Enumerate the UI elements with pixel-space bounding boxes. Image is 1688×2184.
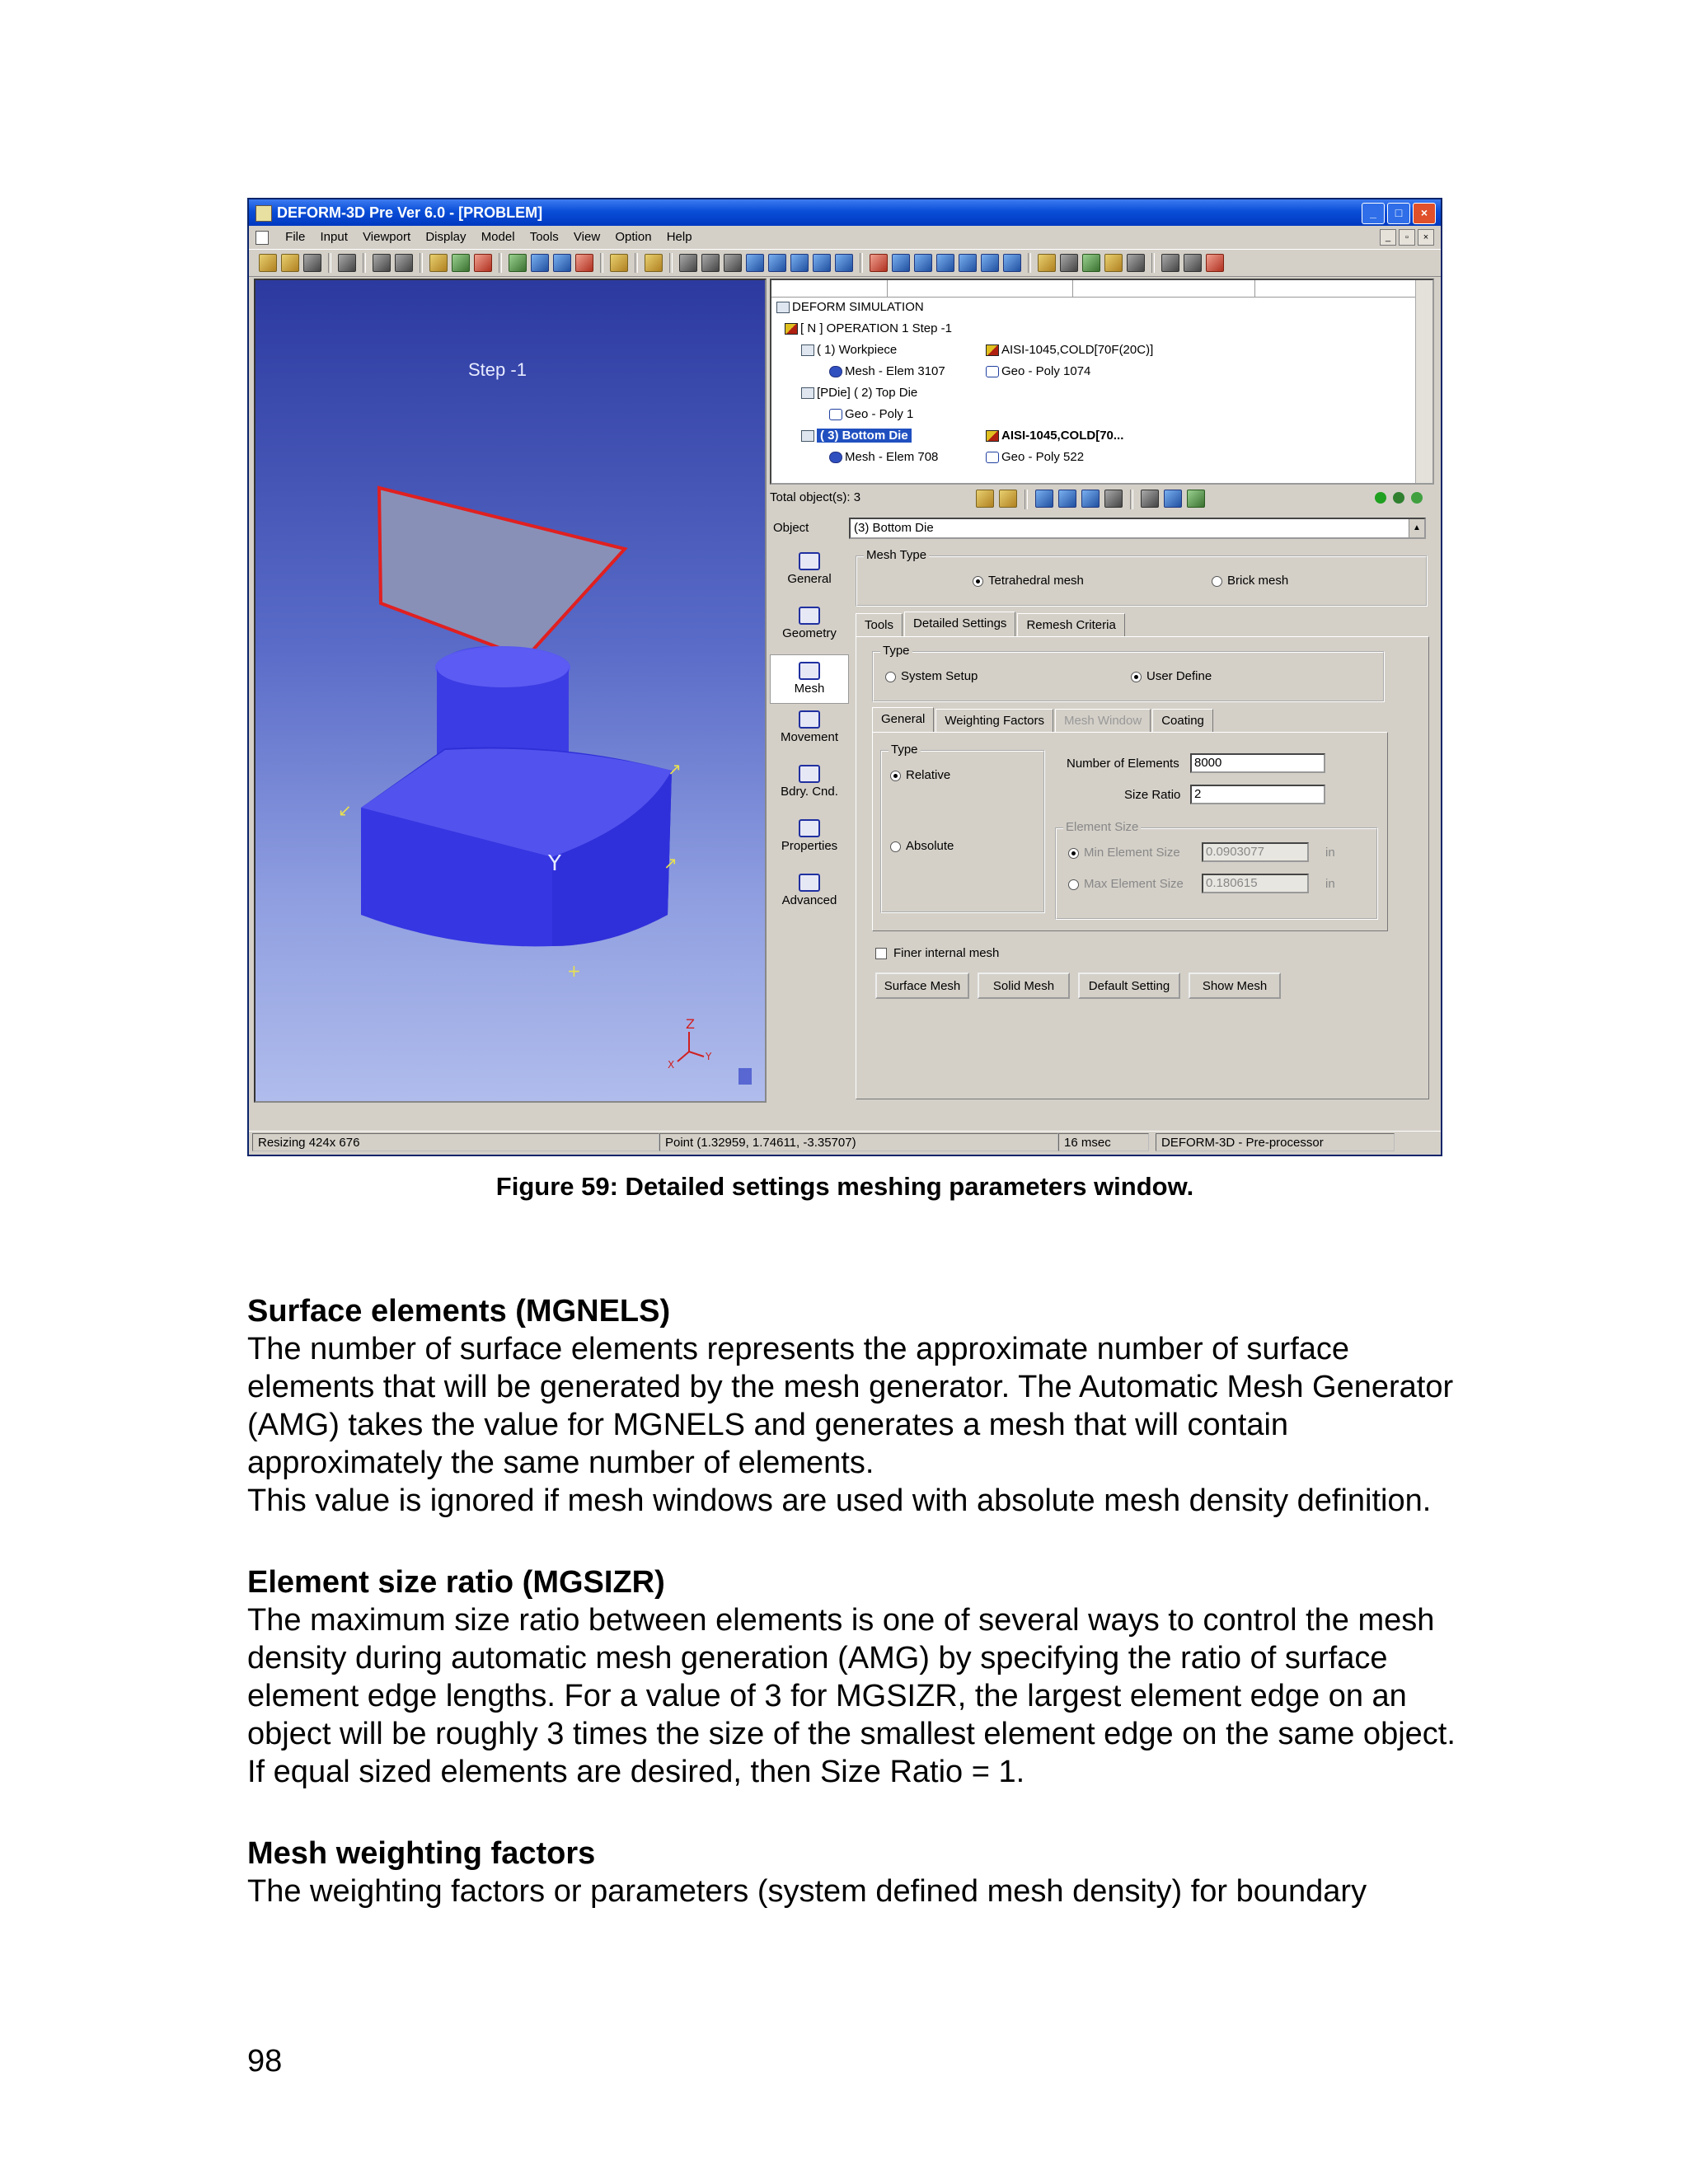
menu-display[interactable]: Display <box>425 230 467 244</box>
tree-bottom-die-material[interactable]: AISI-1045,COLD[70... <box>986 427 1123 445</box>
max-unit-label: in <box>1325 877 1335 891</box>
svg-text:↗: ↗ <box>663 853 678 873</box>
check-icon[interactable] <box>1187 490 1205 508</box>
radio-checked-icon <box>890 771 901 781</box>
tree-scrollbar[interactable] <box>1415 280 1432 483</box>
pointer-icon[interactable] <box>679 254 697 272</box>
menu-viewport[interactable]: Viewport <box>363 230 411 244</box>
rotate-y-icon[interactable] <box>813 254 831 272</box>
window-icon[interactable] <box>1104 490 1123 508</box>
zoom-box-icon[interactable] <box>746 254 764 272</box>
surface-mesh-button[interactable]: Surface Mesh <box>875 972 969 999</box>
type-group: Type System Setup User Define <box>872 651 1385 702</box>
save-icon[interactable] <box>303 254 321 272</box>
mesh-type-group: Mesh Type Tetrahedral mesh Brick mesh <box>856 555 1428 607</box>
menu-input[interactable]: Input <box>320 230 348 244</box>
size-ratio-input[interactable]: 2 <box>1190 785 1325 804</box>
axis-icon[interactable] <box>870 254 888 272</box>
svg-text:Y: Y <box>706 1051 712 1062</box>
menu-view[interactable]: View <box>573 230 601 244</box>
default-setting-button[interactable]: Default Setting <box>1078 972 1180 999</box>
transform-icon[interactable] <box>1141 490 1159 508</box>
view-xz-icon[interactable] <box>914 254 932 272</box>
radio-checked-icon <box>973 576 983 587</box>
view-xy-icon[interactable] <box>892 254 910 272</box>
object-row <box>770 516 1434 541</box>
section-heading: Surface elements (MGNELS) <box>247 1294 671 1329</box>
side-general[interactable]: General <box>770 552 849 600</box>
menu-help[interactable]: Help <box>666 230 692 244</box>
section-heading: Mesh weighting factors <box>247 1836 596 1871</box>
network-icon[interactable] <box>452 254 470 272</box>
object-icon <box>801 387 814 399</box>
surface-icon[interactable] <box>575 254 593 272</box>
object-label: Object <box>773 521 809 535</box>
section-paragraph: The weighting factors or parameters (system defined mesh density) for boundary <box>247 1874 1367 1909</box>
filter-icon[interactable] <box>429 254 448 272</box>
rotate-x-icon[interactable] <box>790 254 809 272</box>
add-object-icon[interactable] <box>976 490 994 508</box>
mesh-icon <box>799 662 820 680</box>
tree-toolbar <box>770 486 1434 509</box>
operation-icon <box>785 323 798 335</box>
geometry-icon <box>986 452 999 463</box>
svg-text:Z: Z <box>686 1016 695 1032</box>
tree-workpiece-mesh[interactable]: Mesh - Elem 3107 <box>829 363 945 381</box>
shade-icon[interactable] <box>509 254 527 272</box>
subtab-general[interactable]: General <box>872 707 934 733</box>
tree-root[interactable]: DEFORM SIMULATION <box>776 298 924 316</box>
radio-unchecked-icon <box>1212 576 1222 587</box>
num-elements-input[interactable]: 8000 <box>1190 753 1325 773</box>
status-resizing: Resizing 424x 676 <box>252 1133 659 1151</box>
mesh-icon <box>829 452 842 463</box>
exit-icon[interactable] <box>1206 254 1224 272</box>
radio-unchecked-icon <box>885 672 896 682</box>
main-toolbar <box>249 249 1441 277</box>
tree-workpiece-material[interactable]: AISI-1045,COLD[70F(20C)] <box>986 341 1153 359</box>
menu-model[interactable]: Model <box>481 230 515 244</box>
status-mode: DEFORM-3D - Pre-processor <box>1156 1133 1395 1151</box>
print-icon[interactable] <box>338 254 356 272</box>
total-objects: Total object(s): 3 <box>770 490 861 504</box>
status-green-icon <box>1375 492 1386 504</box>
object-select[interactable]: (3) Bottom Die ▲ <box>849 518 1426 539</box>
section-surface-elements <box>247 1292 1459 1520</box>
radio-checked-icon <box>1131 672 1142 682</box>
mesh-icon <box>829 366 842 377</box>
min-element-size-radio[interactable]: Min Element Size <box>1068 846 1180 860</box>
3d-viewport[interactable] <box>254 279 767 1103</box>
min-element-size-input[interactable]: 0.0903077 <box>1202 842 1309 862</box>
ruler-icon[interactable] <box>645 254 663 272</box>
max-element-size-radio[interactable]: Max Element Size <box>1068 877 1184 891</box>
checkbox-icon <box>875 948 887 959</box>
tab-remesh-criteria[interactable]: Remesh Criteria <box>1017 613 1124 637</box>
side-mesh[interactable]: Mesh <box>770 654 849 704</box>
stop-icon[interactable] <box>1184 254 1202 272</box>
svg-text:Y: Y <box>548 851 561 876</box>
side-geometry[interactable]: Geometry <box>770 607 849 654</box>
tree-bottom-die-mesh[interactable]: Mesh - Elem 708 <box>829 448 938 466</box>
boundary-icon <box>799 765 820 783</box>
subtab-mesh-window[interactable]: Mesh Window <box>1055 709 1151 733</box>
material-icon <box>986 430 999 442</box>
right-panel <box>770 279 1439 1103</box>
status-bar <box>249 1131 1441 1155</box>
step-label: Step -1 <box>468 359 527 380</box>
tree-top-die[interactable]: [PDie] ( 2) Top Die <box>801 384 917 402</box>
snapshot-icon[interactable] <box>395 254 413 272</box>
properties-icon <box>799 819 820 837</box>
object-tree[interactable] <box>770 279 1434 485</box>
main-tabs <box>856 613 1127 637</box>
status-point: Point (1.32959, 1.74611, -3.35707) <box>659 1133 1058 1151</box>
wireframe-icon[interactable] <box>531 254 549 272</box>
refresh-icon[interactable] <box>474 254 492 272</box>
finer-internal-checkbox[interactable]: Finer internal mesh <box>875 946 999 960</box>
radio-checked-icon <box>1068 848 1079 859</box>
palette-icon[interactable] <box>1104 254 1123 272</box>
window-title: DEFORM-3D Pre Ver 6.0 - [PROBLEM] <box>277 204 543 221</box>
outline-icon[interactable] <box>553 254 571 272</box>
side-advanced[interactable]: Advanced <box>770 874 849 921</box>
show-mesh-button[interactable]: Show Mesh <box>1189 972 1281 999</box>
subtab-coating[interactable]: Coating <box>1152 709 1213 733</box>
delete-object-icon[interactable] <box>999 490 1017 508</box>
sub-tabs <box>872 709 1215 733</box>
advanced-icon <box>799 874 820 892</box>
mesh-view-icon[interactable] <box>1035 490 1053 508</box>
mdi-minimize-button[interactable]: _ <box>1380 229 1396 246</box>
view-zx-icon[interactable] <box>981 254 999 272</box>
relative-radio[interactable]: Relative <box>890 768 950 782</box>
app-icon <box>256 205 272 222</box>
globe-icon[interactable] <box>1058 490 1076 508</box>
mdi-restore-button[interactable]: ▫ <box>1399 229 1415 246</box>
geometry-icon <box>986 366 999 377</box>
figure-caption: Figure 59: Detailed settings meshing parameters window. <box>495 1172 1194 1201</box>
svg-text:↙: ↙ <box>338 800 352 820</box>
side-nav <box>770 546 849 921</box>
brick-radio[interactable]: Brick mesh <box>1212 574 1288 588</box>
section-mesh-weighting <box>247 1835 1459 1910</box>
zoom-icon[interactable] <box>724 254 742 272</box>
absolute-radio[interactable]: Absolute <box>890 839 954 853</box>
minimize-button[interactable]: _ <box>1362 203 1385 224</box>
open-file-icon[interactable] <box>281 254 299 272</box>
general-icon <box>799 552 820 570</box>
page-number: 98 <box>247 2044 283 2079</box>
light-icon[interactable] <box>1038 254 1056 272</box>
spinner-icon[interactable]: ▲ <box>1409 519 1424 537</box>
pan-icon[interactable] <box>701 254 720 272</box>
mdi-close-button[interactable]: × <box>1418 229 1434 246</box>
tree-expand-icon[interactable] <box>1393 492 1404 504</box>
document-icon <box>256 231 269 245</box>
database-icon[interactable] <box>1127 254 1145 272</box>
side-properties[interactable]: Properties <box>770 819 849 867</box>
tree-workpiece[interactable]: ( 1) Workpiece <box>801 341 897 359</box>
view-yz-icon[interactable] <box>936 254 954 272</box>
close-button[interactable]: × <box>1413 203 1436 224</box>
tree-bottom-die[interactable]: ( 3) Bottom Die <box>801 427 912 445</box>
max-element-size-input[interactable]: 0.180615 <box>1202 874 1309 893</box>
geometry-icon <box>829 409 842 420</box>
open-folder-icon[interactable] <box>259 254 277 272</box>
min-unit-label: in <box>1325 846 1335 860</box>
system-setup-radio[interactable]: System Setup <box>885 669 978 683</box>
menu-option[interactable]: Option <box>615 230 652 244</box>
view-zy-icon[interactable] <box>1003 254 1021 272</box>
top-die-plate <box>379 488 625 658</box>
side-bdry-cnd[interactable]: Bdry. Cnd. <box>770 765 849 813</box>
rotate-z-icon[interactable] <box>835 254 853 272</box>
tab-tools[interactable]: Tools <box>856 613 903 637</box>
size-ratio-label: Size Ratio <box>1124 788 1181 802</box>
maximize-button[interactable]: □ <box>1387 203 1410 224</box>
menu-bar <box>249 227 1441 247</box>
tree-operation[interactable]: [ N ] OPERATION 1 Step -1 <box>785 320 952 338</box>
display-icon[interactable] <box>1081 490 1100 508</box>
solid-mesh-button[interactable]: Solid Mesh <box>978 972 1070 999</box>
svg-text:X: X <box>668 1059 675 1071</box>
side-movement[interactable]: Movement <box>770 710 849 758</box>
view-yx-icon[interactable] <box>959 254 977 272</box>
title-bar[interactable] <box>249 199 1441 226</box>
element-size-group: Element Size Min Element Size 0.0903077 in Max Element Size 0.180615 in <box>1055 827 1378 920</box>
body-text <box>247 1292 1459 1954</box>
object-icon <box>801 430 814 442</box>
menu-file[interactable]: File <box>285 230 306 244</box>
status-time: 16 msec <box>1058 1133 1149 1151</box>
deform-window <box>247 198 1442 1156</box>
movement-icon <box>799 710 820 729</box>
tree-workpiece-geo[interactable]: Geo - Poly 1074 <box>986 363 1090 381</box>
geometry-icon <box>799 607 820 625</box>
tetrahedral-radio[interactable]: Tetrahedral mesh <box>973 574 1084 588</box>
material-icon <box>986 344 999 356</box>
section-heading: Element size ratio (MGSIZR) <box>247 1565 665 1600</box>
simulation-icon <box>776 302 790 313</box>
num-elements-label: Number of Elements <box>1067 757 1179 771</box>
object-icon <box>801 344 814 356</box>
mesh-display-icon[interactable] <box>1082 254 1100 272</box>
size-type-group: Type Relative Absolute <box>880 750 1045 913</box>
section-paragraph: The number of surface elements represents the approximate number of surface elements that will be generated by the mesh generator. The Automatic Mesh Generator (AMG) takes the value for MGNELS and generates a mesh that will contain approximately the same number of elements. <box>247 1332 1454 1480</box>
radio-unchecked-icon <box>890 841 901 852</box>
rotate-icon[interactable] <box>768 254 786 272</box>
section-paragraph: This value is ignored if mesh windows are used with absolute mesh density definition. <box>247 1483 1432 1518</box>
user-define-radio[interactable]: User Define <box>1131 669 1212 683</box>
svg-text:↗: ↗ <box>668 759 682 779</box>
tree-top-die-geo[interactable]: Geo - Poly 1 <box>829 405 913 424</box>
color-icon[interactable] <box>1060 254 1078 272</box>
object-icon[interactable] <box>610 254 628 272</box>
help-icon[interactable] <box>1161 254 1179 272</box>
section-element-size-ratio <box>247 1563 1459 1791</box>
tree-collapse-icon[interactable] <box>1411 492 1423 504</box>
section-paragraph: The maximum size ratio between elements is one of several ways to control the mesh density during automatic mesh generation (AMG) by specifying the ratio of surface element edge lengths. For a value of 3 for MGSIZR, the largest element edge on an object will be roughly 3 times the size of the smallest element edge on the same object. If equal sized elements are desired, then Size Ratio = 1. <box>247 1603 1456 1789</box>
radio-unchecked-icon <box>1068 879 1079 890</box>
menu-tools[interactable]: Tools <box>529 230 559 244</box>
copy-icon[interactable] <box>1164 490 1182 508</box>
model-graphic <box>256 280 765 1101</box>
svg-text:+: + <box>567 961 581 981</box>
subtab-weighting-factors[interactable]: Weighting Factors <box>935 709 1053 733</box>
camera-icon[interactable] <box>373 254 391 272</box>
tree-bottom-die-geo[interactable]: Geo - Poly 522 <box>986 448 1084 466</box>
tab-detailed-settings[interactable]: Detailed Settings <box>904 612 1015 637</box>
